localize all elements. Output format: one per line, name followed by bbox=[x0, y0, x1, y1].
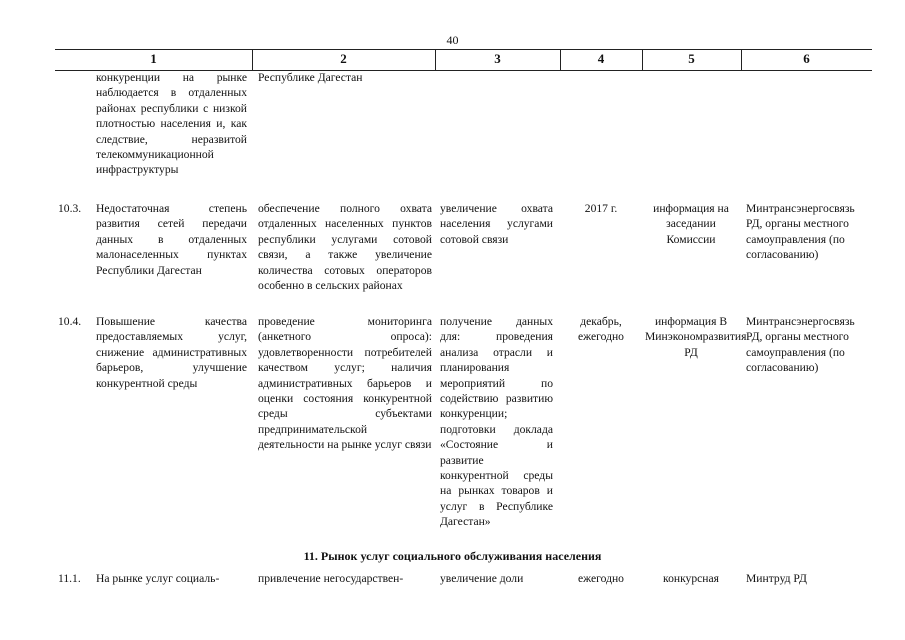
row-result: увеличение доли bbox=[440, 572, 524, 585]
row-document: конкурсная bbox=[663, 572, 719, 585]
row-result: увеличение охвата населения услугами сотовой связи bbox=[440, 202, 553, 246]
row-number: 10.3. bbox=[58, 202, 82, 215]
row-term: 2017 г. bbox=[584, 202, 618, 215]
continuation-measure: Республике Дагестан bbox=[258, 71, 363, 84]
row-term: ежегодно bbox=[578, 572, 624, 585]
column-header-3: 3 bbox=[494, 51, 501, 66]
row-number: 11.1. bbox=[58, 572, 81, 585]
row-term: декабрь, ежегодно bbox=[578, 315, 624, 344]
header-top-rule bbox=[55, 49, 872, 50]
row-measure: проведение мониторинга (анкетного опроса): удовлетворенности потребителей качеством услуг; наличия административных барьеров и оценки состояния конкурентной среды субъектами предпринимательской деятельности на рынке услуг связи bbox=[258, 315, 432, 452]
row-measure: привлечение негосударствен- bbox=[258, 572, 404, 585]
row-responsible: Минтруд РД bbox=[746, 572, 807, 585]
row-problem: Недостаточная степень развития сетей передачи данных в отдаленных малонаселенных пунктах Республики Дагестан bbox=[96, 202, 247, 277]
column-header-1: 1 bbox=[150, 51, 157, 66]
column-header-6: 6 bbox=[803, 51, 810, 66]
row-problem: Повышение качества предоставляемых услуг, снижение административных барьеров, улучшение конкурентной среды bbox=[96, 315, 247, 390]
row-result: получение данных для: проведения анализа отрасли и планирования мероприятий по содействию развитию конкуренции; подготовки доклада «Состояние и развитие конкурентной среды на рынках товаров и услуг в Республике Дагестан» bbox=[440, 315, 553, 529]
continuation-problem: конкуренции на рынке наблюдается в отдаленных районах республики с низкой плотностью населения и, как следствие, неразвитой телекоммуникационной инфраструктуры bbox=[96, 71, 247, 177]
row-responsible: Минтрансэнергосвязь РД, органы местного самоуправления (по согласованию) bbox=[746, 315, 855, 375]
page-number: 40 bbox=[446, 33, 459, 47]
row-number: 10.4. bbox=[58, 315, 82, 328]
row-document: информация В Минэкономразвития РД bbox=[645, 315, 747, 359]
column-header-2: 2 bbox=[340, 51, 347, 66]
row-measure: обеспечение полного охвата отдаленных населенных пунктов республики услугами сотовой связи, а также увеличение количества сотовых операторов особенно в сельских районах bbox=[258, 202, 432, 293]
column-header-5: 5 bbox=[688, 51, 695, 66]
row-problem: На рынке услуг социаль- bbox=[96, 572, 220, 585]
column-header-4: 4 bbox=[597, 51, 605, 66]
section-title: 11. Рынок услуг социального обслуживания населения bbox=[303, 549, 602, 563]
row-document: информация на заседании Комиссии bbox=[653, 202, 729, 246]
row-responsible: Минтрансэнергосвязь РД, органы местного самоуправления (по согласованию) bbox=[746, 202, 855, 262]
